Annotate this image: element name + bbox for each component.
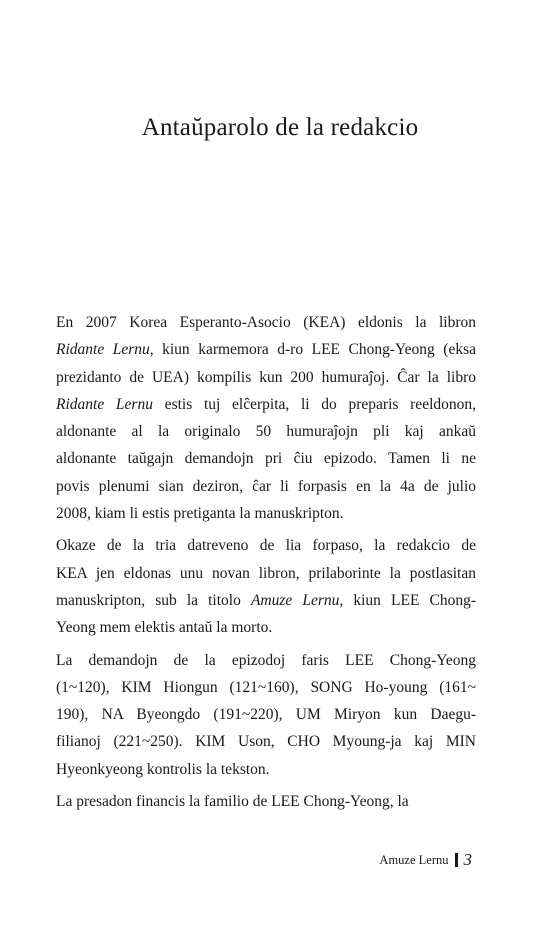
text-run: Hyeonkyeong kontrolis la tekston. <box>56 760 270 778</box>
page-footer <box>379 850 472 870</box>
text-run: KEA jen eldonas unu novan libron, prilaborinte la postlasitan <box>56 564 476 582</box>
paragraph <box>56 788 476 815</box>
page-title: Antaŭparolo de la redakcio <box>141 114 419 141</box>
text-line <box>56 701 476 728</box>
text-run: , kiun karmemora d-ro LEE Chong-Yeong (eksa <box>149 341 476 359</box>
text-run: filianoj (221~250). KIM Uson, CHO Myoung-ja kaj MIN <box>56 733 476 751</box>
running-title: Amuze Lernu <box>379 852 449 867</box>
text-run: prezidanto de UEA) kompilis kun 200 humuraĵoj. Ĉar la libro <box>56 368 476 386</box>
page-number: 3 <box>463 850 472 869</box>
text-line <box>56 364 476 391</box>
text-line <box>56 587 476 614</box>
text-run: , kiun LEE Chong- <box>339 591 477 609</box>
text-run: aldonante taŭgajn demandojn pri ĉiu epizodo. Tamen li ne <box>56 450 476 468</box>
text-run: aldonante al la originalo 50 humuraĵojn pli kaj ankaŭ <box>56 423 476 441</box>
body-text <box>56 309 476 815</box>
text-run: Okaze de la tria datreveno de lia forpaso, la redakcio de <box>56 537 476 555</box>
text-line <box>56 309 476 336</box>
text-run: La presadon financis la familio de LEE Chong-Yeong, la <box>56 793 409 811</box>
text-run: 190), NA Byeongdo (191~220), UM Miryon kun Daegu- <box>56 706 476 724</box>
text-run: (1~120), KIM Hiongun (121~160), SONG Ho-young (161~ <box>56 678 476 696</box>
text-run: estis tuj elĉerpita, li do preparis reeldonon, <box>152 395 477 413</box>
text-line <box>56 418 476 445</box>
text-run: manuskripton, sub la titolo <box>56 591 251 609</box>
text-run: Yeong mem elektis antaŭ la morto. <box>56 619 273 637</box>
paragraph <box>56 532 476 641</box>
text-line <box>56 756 476 783</box>
text-line <box>56 614 476 641</box>
text-line <box>56 560 476 587</box>
book-title-italic: Ridante Lernu <box>56 395 153 413</box>
text-line <box>56 500 476 527</box>
paragraph <box>56 647 476 783</box>
text-line <box>56 473 476 500</box>
text-line <box>56 532 476 559</box>
text-run: povis plenumi sian deziron, ĉar li forpasis en la 4a de julio <box>56 477 476 495</box>
text-line <box>56 336 476 363</box>
book-title-italic: Ridante Lernu <box>56 341 150 359</box>
text-line <box>56 445 476 472</box>
paragraph <box>56 309 476 527</box>
text-run: 2008, kiam li estis pretiganta la manuskripton. <box>56 505 344 523</box>
text-run: En 2007 Korea Esperanto-Asocio (KEA) eldonis la libron <box>56 314 476 331</box>
text-run: La demandojn de la epizodoj faris LEE Chong-Yeong <box>56 651 476 669</box>
text-line <box>56 788 476 815</box>
book-title-italic: Amuze Lernu <box>250 591 340 609</box>
text-line <box>56 674 476 701</box>
text-line <box>56 728 476 755</box>
text-line <box>56 391 476 418</box>
footer-separator <box>455 853 458 867</box>
text-line <box>56 647 476 674</box>
